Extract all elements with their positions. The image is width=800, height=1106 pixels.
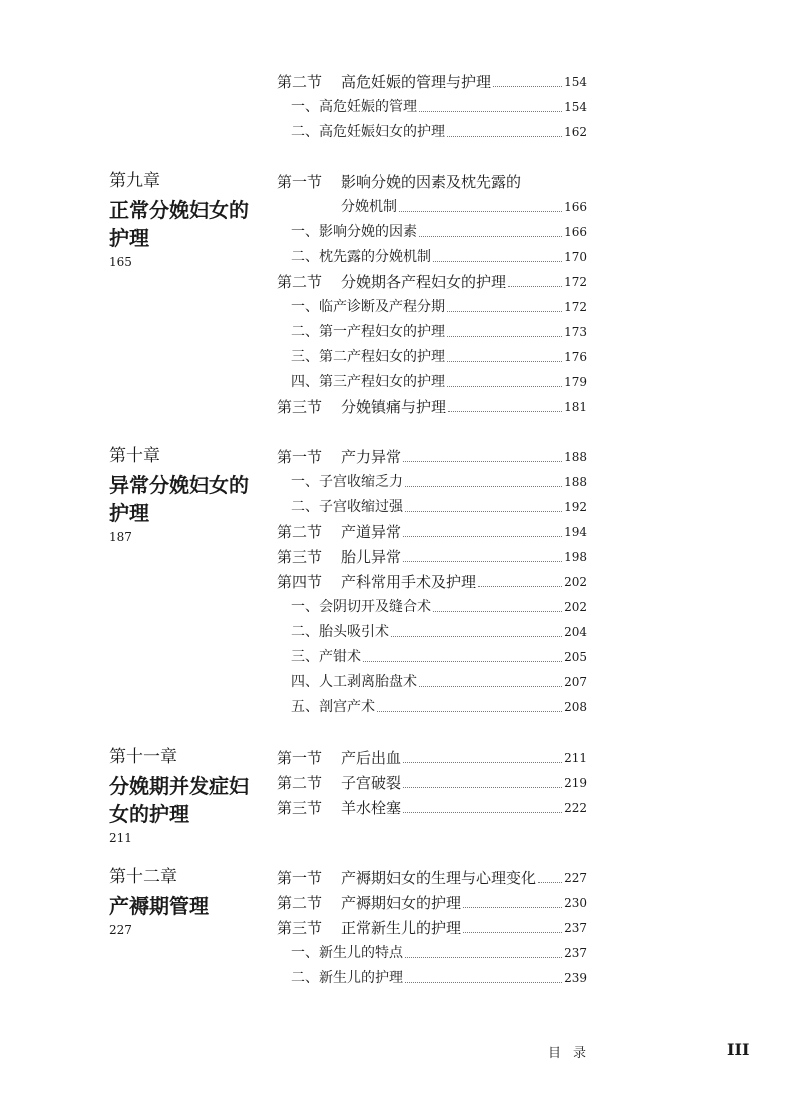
toc-section-entry[interactable] [277, 568, 587, 592]
chapter-title-line: 产褥期管理 [109, 894, 209, 918]
entry-title [277, 893, 461, 913]
entry-title-text: 产科常用手术及护理 [341, 573, 477, 591]
section-number: 第二节 [277, 894, 323, 912]
dot-leader [447, 360, 562, 362]
entry-title [277, 522, 401, 542]
section-number: 第二节 [277, 523, 323, 541]
toc-section-entry[interactable] [277, 889, 587, 913]
entry-title-text: 产道异常 [341, 523, 402, 541]
toc-subsection-entry[interactable] [291, 218, 587, 242]
entry-title-text: 二、新生儿的护理 [291, 970, 403, 986]
toc-section-entry[interactable] [277, 68, 587, 92]
entry-title-text: 四、第三产程妇女的护理 [291, 374, 445, 390]
dot-leader [403, 811, 562, 813]
entry-title [277, 918, 461, 938]
toc-subsection-entry[interactable] [291, 343, 587, 367]
chapter-number: 第十章 [109, 446, 160, 466]
chapter-heading[interactable] [109, 746, 269, 846]
chapter-heading[interactable] [109, 445, 269, 545]
entry-title [291, 597, 431, 617]
entry-title-text: 分娩期各产程妇女的护理 [341, 273, 507, 291]
toc-section-entry[interactable] [277, 268, 587, 292]
entry-title [277, 547, 401, 567]
entry-page-number: 207 [564, 675, 587, 689]
toc-section-entry[interactable] [277, 864, 587, 888]
entry-title-text: 四、人工剥离胎盘术 [291, 674, 417, 690]
toc-subsection-entry[interactable] [291, 643, 587, 667]
entry-page-number: 181 [564, 400, 587, 414]
entry-title-text: 影响分娩的因素及枕先露的 [341, 173, 522, 191]
dot-leader [391, 635, 562, 637]
chapter-title [109, 772, 269, 828]
toc-section-entry[interactable] [277, 393, 587, 417]
chapter-page-number: 165 [109, 255, 132, 269]
entry-title [291, 247, 431, 267]
entry-title [291, 672, 417, 692]
toc-subsection-entry[interactable] [291, 293, 587, 317]
section-number: 第四节 [277, 573, 323, 591]
toc-subsection-entry[interactable] [291, 668, 587, 692]
entry-title [291, 347, 445, 367]
entry-page-number: 194 [564, 525, 587, 539]
entry-page-number: 166 [564, 225, 587, 239]
dot-leader [419, 235, 562, 237]
chapter-title [109, 892, 269, 920]
entry-page-number: 219 [564, 776, 587, 790]
entry-title [291, 97, 417, 117]
toc-section-entry[interactable] [277, 744, 587, 768]
section-number: 第二节 [277, 774, 323, 792]
toc-subsection-entry[interactable] [291, 493, 587, 517]
entry-title-text: 二、高危妊娠妇女的护理 [291, 124, 445, 140]
entry-title-text: 产褥期妇女的生理与心理变化 [341, 869, 537, 887]
entry-title-text: 二、子宫收缩过强 [291, 499, 403, 515]
entry-title-text: 正常新生儿的护理 [341, 919, 462, 937]
section-number: 第二节 [277, 73, 323, 91]
dot-leader [403, 560, 562, 562]
section-number: 第三节 [277, 799, 323, 817]
section-number: 第三节 [277, 398, 323, 416]
dot-leader [508, 285, 562, 287]
entry-page-number: 173 [564, 325, 587, 339]
entry-title-text: 二、枕先露的分娩机制 [291, 249, 431, 265]
dot-leader [538, 881, 562, 883]
entry-title [291, 497, 403, 517]
section-number: 第一节 [277, 448, 323, 466]
entry-title-text: 产后出血 [341, 749, 402, 767]
dot-leader [403, 535, 562, 537]
chapter-title-line: 异常分娩妇女的 [109, 473, 249, 497]
entry-title [277, 572, 476, 592]
entry-page-number: 211 [564, 751, 587, 765]
entry-page-number: 227 [564, 871, 587, 885]
entry-page-number: 170 [564, 250, 587, 264]
section-number: 第一节 [277, 749, 323, 767]
toc-subsection-entry[interactable] [291, 93, 587, 117]
entry-page-number: 154 [564, 100, 587, 114]
toc-subsection-entry[interactable] [341, 193, 587, 217]
entry-page-number: 208 [564, 700, 587, 714]
entry-title [291, 322, 445, 342]
dot-leader [405, 510, 562, 512]
dot-leader [447, 310, 562, 312]
entry-page-number: 154 [564, 75, 587, 89]
section-number: 第三节 [277, 919, 323, 937]
dot-leader [419, 685, 562, 687]
entry-title [277, 773, 401, 793]
entry-page-number: 202 [564, 600, 587, 614]
entry-title-text: 胎儿异常 [341, 548, 402, 566]
entry-title-text: 子宫破裂 [341, 774, 402, 792]
entry-title [277, 748, 401, 768]
entry-page-number: 237 [564, 921, 587, 935]
chapter-title-line: 女的护理 [109, 802, 189, 826]
dot-leader [433, 260, 562, 262]
dot-leader [419, 110, 562, 112]
entry-page-number: 172 [564, 300, 587, 314]
toc-subsection-entry[interactable] [291, 368, 587, 392]
entry-title [291, 372, 445, 392]
dot-leader [448, 410, 562, 412]
entry-page-number: 230 [564, 896, 587, 910]
toc-subsection-entry[interactable] [291, 964, 587, 988]
toc-section-entry[interactable] [277, 794, 587, 818]
dot-leader [463, 906, 562, 908]
dot-leader [447, 385, 562, 387]
toc-subsection-entry[interactable] [291, 593, 587, 617]
entry-title [291, 968, 403, 988]
chapter-page-number: 227 [109, 923, 132, 937]
entry-title [277, 397, 446, 417]
entry-page-number: 192 [564, 500, 587, 514]
entry-title [277, 868, 536, 888]
entry-title [277, 798, 401, 818]
entry-page-number: 237 [564, 946, 587, 960]
entry-title-text: 三、第二产程妇女的护理 [291, 349, 445, 365]
entry-title-text: 羊水栓塞 [341, 799, 402, 817]
entry-title [291, 622, 389, 642]
entry-title [291, 697, 375, 717]
entry-title [291, 472, 403, 492]
toc-section-entry[interactable] [277, 543, 587, 567]
entry-title-text: 二、第一产程妇女的护理 [291, 324, 445, 340]
dot-leader [403, 460, 562, 462]
entry-page-number: 239 [564, 971, 587, 985]
entry-title-text: 一、会阴切开及缝合术 [291, 599, 431, 615]
entry-page-number: 188 [564, 475, 587, 489]
entry-page-number: 198 [564, 550, 587, 564]
entry-title-text: 五、剖宫产术 [291, 699, 375, 715]
dot-leader [405, 485, 562, 487]
entry-title-text: 一、新生儿的特点 [291, 945, 403, 961]
entry-title-text: 分娩机制 [341, 199, 397, 215]
chapter-title-line: 护理 [109, 501, 149, 525]
chapter-number: 第十一章 [109, 747, 177, 767]
entry-title [291, 943, 403, 963]
entry-page-number: 205 [564, 650, 587, 664]
entry-title [291, 222, 417, 242]
entry-title [277, 447, 401, 467]
entry-page-number: 179 [564, 375, 587, 389]
entry-title-text: 产力异常 [341, 448, 402, 466]
entry-page-number: 204 [564, 625, 587, 639]
entry-title-text: 分娩镇痛与护理 [341, 398, 447, 416]
entry-page-number: 166 [564, 200, 587, 214]
dot-leader [433, 610, 562, 612]
toc-section-entry[interactable] [277, 769, 587, 793]
entry-page-number: 188 [564, 450, 587, 464]
toc-subsection-entry[interactable] [291, 243, 587, 267]
toc-section-entry[interactable] [277, 443, 587, 467]
toc-section-entry[interactable] [277, 518, 587, 542]
entry-title [291, 122, 445, 142]
entry-title-text: 一、高危妊娠的管理 [291, 99, 417, 115]
chapter-page-number: 187 [109, 530, 132, 544]
chapter-title [109, 196, 269, 252]
dot-leader [405, 956, 562, 958]
section-number: 第三节 [277, 548, 323, 566]
entry-title-text: 产褥期妇女的护理 [341, 894, 462, 912]
chapter-title-line: 分娩期并发症妇 [109, 774, 249, 798]
dot-leader [493, 85, 562, 87]
toc-subsection-entry[interactable] [291, 468, 587, 492]
entry-page-number: 162 [564, 125, 587, 139]
chapter-title-line: 正常分娩妇女的 [109, 198, 249, 222]
section-number: 第一节 [277, 173, 323, 191]
chapter-title [109, 471, 269, 527]
section-number: 第二节 [277, 273, 323, 291]
entry-title-text: 高危妊娠的管理与护理 [341, 73, 492, 91]
entry-title-text: 一、临产诊断及产程分期 [291, 299, 445, 315]
dot-leader [399, 210, 562, 212]
dot-leader [447, 335, 562, 337]
dot-leader [363, 660, 562, 662]
entry-title-text: 三、产钳术 [291, 649, 361, 665]
dot-leader [478, 585, 562, 587]
entry-title [277, 272, 506, 292]
page-number: III [727, 1040, 750, 1059]
entry-title [291, 297, 445, 317]
entry-title [341, 197, 397, 217]
chapter-heading[interactable] [109, 170, 269, 270]
entry-title-text: 一、子宫收缩乏力 [291, 474, 403, 490]
chapter-title-line: 护理 [109, 226, 149, 250]
entry-title [277, 72, 491, 92]
entry-title [291, 647, 361, 667]
footer-label: 目录 [548, 1046, 599, 1061]
entry-page-number: 176 [564, 350, 587, 364]
dot-leader [405, 981, 562, 983]
dot-leader [403, 786, 562, 788]
dot-leader [377, 710, 562, 712]
chapter-heading[interactable] [109, 866, 269, 938]
toc-subsection-entry[interactable] [291, 118, 587, 142]
chapter-number: 第十二章 [109, 867, 177, 887]
toc-section-entry[interactable] [277, 914, 587, 938]
entry-page-number: 202 [564, 575, 587, 589]
entry-page-number: 222 [564, 801, 587, 815]
chapter-page-number: 211 [109, 831, 132, 845]
entry-page-number: 172 [564, 275, 587, 289]
dot-leader [403, 761, 562, 763]
section-number: 第一节 [277, 869, 323, 887]
dot-leader [447, 135, 562, 137]
chapter-number: 第九章 [109, 171, 160, 191]
entry-title-text: 二、胎头吸引术 [291, 624, 389, 640]
toc-subsection-entry[interactable] [291, 939, 587, 963]
toc-section-entry[interactable] [277, 168, 587, 192]
dot-leader [463, 931, 562, 933]
entry-title [277, 172, 521, 192]
entry-title-text: 一、影响分娩的因素 [291, 224, 417, 240]
toc-subsection-entry[interactable] [291, 618, 587, 642]
toc-subsection-entry[interactable] [291, 693, 587, 717]
toc-subsection-entry[interactable] [291, 318, 587, 342]
